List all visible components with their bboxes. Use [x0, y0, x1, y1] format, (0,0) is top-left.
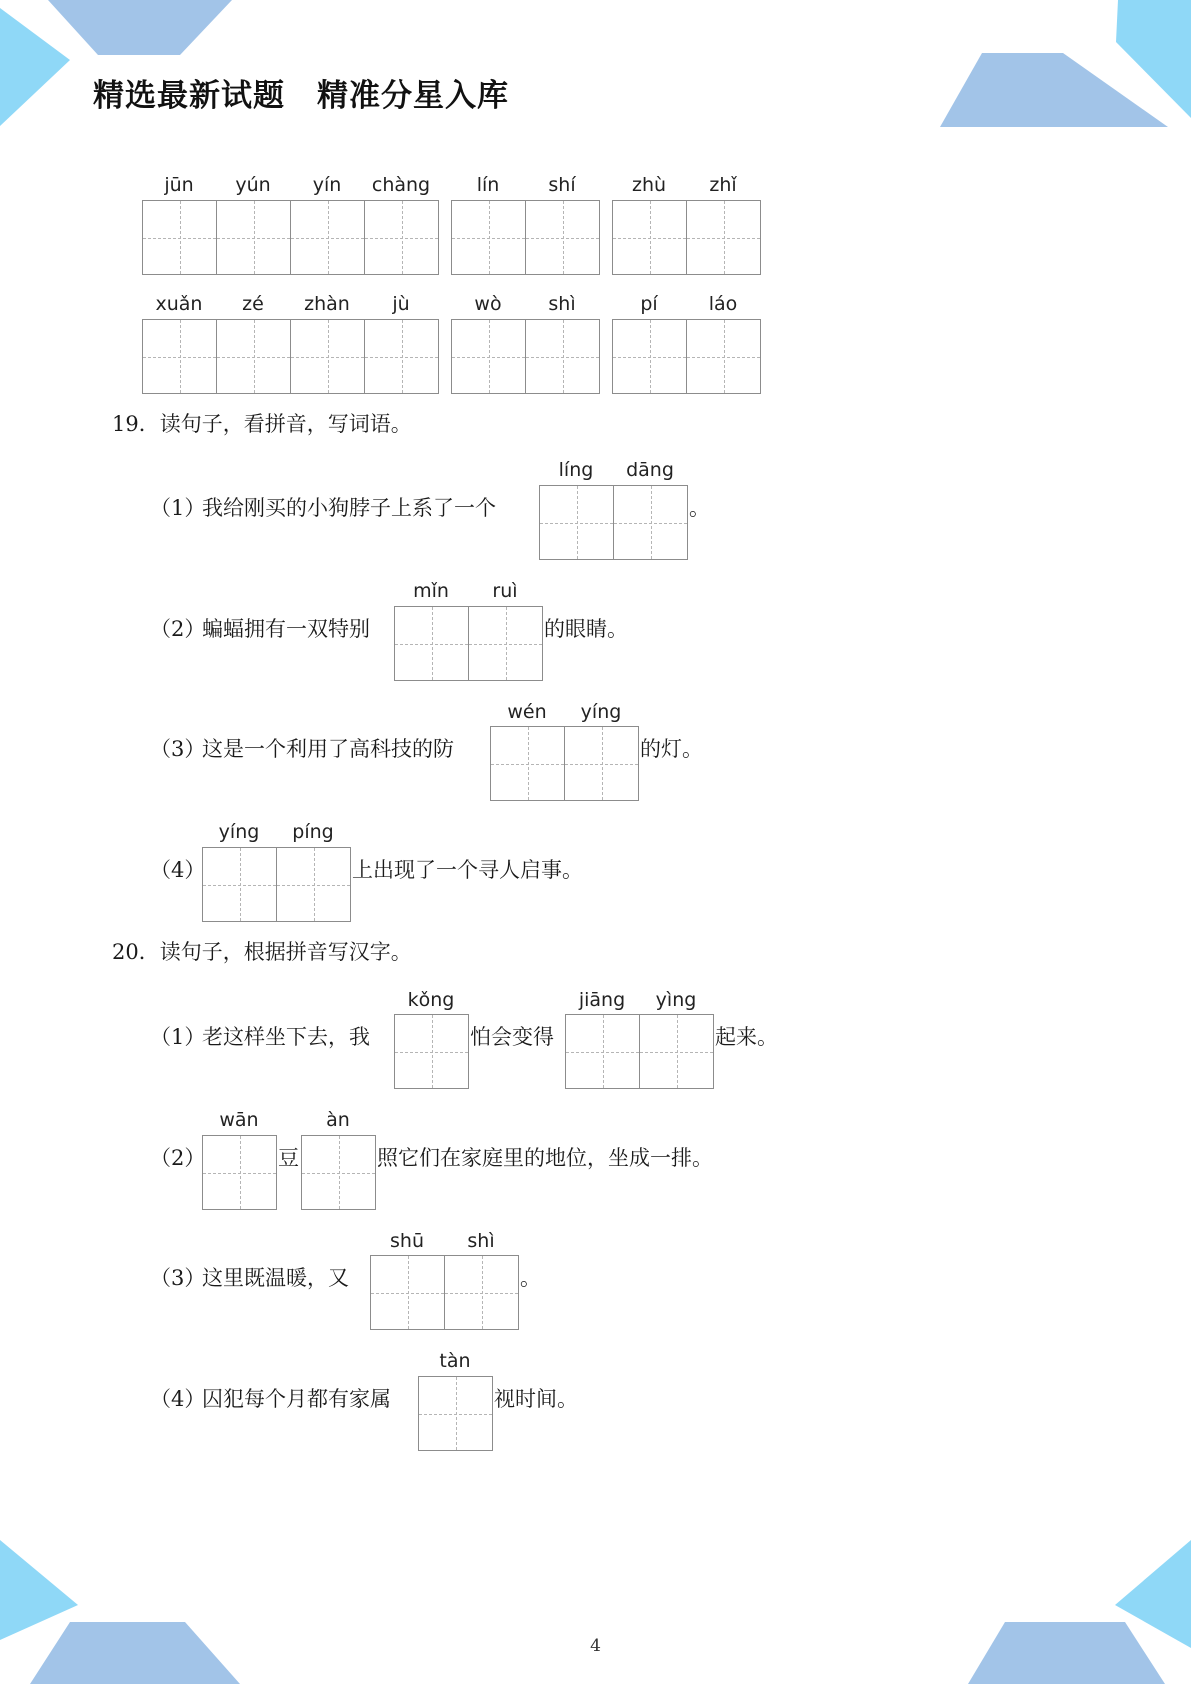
- sentence-text: 照它们在家庭里的地位，坐成一排。: [377, 1146, 713, 1170]
- grid-cell[interactable]: [451, 200, 526, 275]
- sentence-text: 。: [689, 496, 710, 520]
- grid-cell[interactable]: [614, 485, 688, 560]
- pinyin-label: líng: [558, 459, 594, 481]
- pinyin-label: wò: [474, 293, 502, 315]
- writing-grid[interactable]: [451, 319, 600, 393]
- grid-cell[interactable]: [451, 319, 526, 394]
- pinyin-label: xuǎn: [155, 293, 203, 315]
- writing-grid[interactable]: [370, 1255, 519, 1329]
- question-19-title: 19．读句子，看拼音，写词语。: [112, 412, 412, 436]
- grid-cell[interactable]: [217, 200, 291, 275]
- item-label: （2）: [150, 1146, 206, 1170]
- item-label: （1）: [150, 1025, 206, 1049]
- corner-decoration-top-right: [930, 0, 1191, 130]
- grid-cell[interactable]: [365, 200, 439, 275]
- grid-cell[interactable]: [202, 847, 277, 922]
- writing-grid[interactable]: [142, 200, 439, 274]
- pinyin-label: yíng: [580, 701, 622, 723]
- pinyin-label: zhǐ: [709, 174, 737, 196]
- sentence-text: 我给刚买的小狗脖子上系了一个: [202, 496, 496, 520]
- pinyin-label: pí: [640, 293, 658, 315]
- pinyin-label: wén: [507, 701, 547, 723]
- grid-cell[interactable]: [370, 1255, 445, 1330]
- writing-grid[interactable]: [612, 319, 761, 393]
- corner-decoration-bottom-left: [0, 1540, 250, 1684]
- pinyin-label: àn: [326, 1109, 350, 1131]
- writing-grid[interactable]: [142, 319, 439, 393]
- grid-cell[interactable]: [526, 200, 600, 275]
- pinyin-label: ruì: [492, 580, 518, 602]
- pinyin-label: tàn: [439, 1350, 471, 1372]
- grid-cell[interactable]: [301, 1135, 376, 1210]
- pinyin-label: shì: [548, 293, 576, 315]
- pinyin-label: mǐn: [413, 580, 449, 602]
- writing-grid[interactable]: [451, 200, 600, 274]
- sentence-text: 老这样坐下去，我: [202, 1025, 370, 1049]
- writing-grid[interactable]: [418, 1376, 493, 1450]
- grid-cell[interactable]: [687, 200, 761, 275]
- grid-cell[interactable]: [142, 200, 217, 275]
- sentence-text: 豆: [278, 1146, 299, 1170]
- sentence-text: 蝙蝠拥有一双特别: [202, 617, 370, 641]
- writing-grid[interactable]: [539, 485, 688, 559]
- page-number: 4: [590, 1636, 601, 1656]
- pinyin-label: píng: [292, 821, 334, 843]
- sentence-text: 的眼睛。: [544, 617, 628, 641]
- pinyin-label: yún: [235, 174, 271, 196]
- item-label: （4）: [150, 858, 206, 882]
- sentence-text: 起来。: [715, 1025, 778, 1049]
- grid-cell[interactable]: [365, 319, 439, 394]
- grid-cell[interactable]: [445, 1255, 519, 1330]
- writing-grid[interactable]: [202, 847, 351, 921]
- grid-cell[interactable]: [418, 1376, 493, 1451]
- pinyin-label: jūn: [164, 174, 194, 196]
- pinyin-label: yín: [312, 174, 342, 196]
- grid-cell[interactable]: [469, 606, 543, 681]
- grid-cell[interactable]: [490, 726, 565, 801]
- grid-cell[interactable]: [217, 319, 291, 394]
- pinyin-label: jù: [392, 293, 410, 315]
- sentence-text: 的灯。: [640, 737, 703, 761]
- grid-cell[interactable]: [526, 319, 600, 394]
- pinyin-label: yíng: [218, 821, 260, 843]
- pinyin-label: jiāng: [578, 989, 626, 1011]
- pinyin-label: shū: [390, 1230, 424, 1252]
- pinyin-label: dāng: [626, 459, 674, 481]
- grid-cell[interactable]: [612, 200, 687, 275]
- grid-cell[interactable]: [202, 1135, 277, 1210]
- item-label: （3）: [150, 1266, 206, 1290]
- writing-grid[interactable]: [490, 726, 639, 800]
- grid-cell[interactable]: [565, 726, 639, 801]
- page-header-title: 精选最新试题 精准分星入库: [93, 78, 509, 114]
- pinyin-label: láo: [708, 293, 738, 315]
- sentence-text: 上出现了一个寻人启事。: [352, 858, 583, 882]
- grid-cell[interactable]: [687, 319, 761, 394]
- item-label: （1）: [150, 496, 206, 520]
- grid-cell[interactable]: [565, 1014, 640, 1089]
- grid-cell[interactable]: [539, 485, 614, 560]
- pinyin-label: wān: [219, 1109, 259, 1131]
- grid-cell[interactable]: [640, 1014, 714, 1089]
- pinyin-label: yìng: [655, 989, 697, 1011]
- sentence-text: 这里既温暖，又: [202, 1266, 349, 1290]
- grid-cell[interactable]: [277, 847, 351, 922]
- writing-grid[interactable]: [301, 1135, 376, 1209]
- pinyin-label: shì: [467, 1230, 495, 1252]
- sentence-text: 视时间。: [494, 1387, 578, 1411]
- grid-cell[interactable]: [291, 319, 365, 394]
- grid-cell[interactable]: [291, 200, 365, 275]
- pinyin-label: chàng: [371, 174, 431, 196]
- corner-decoration-bottom-right: [950, 1540, 1191, 1684]
- question-20-title: 20．读句子，根据拼音写汉字。: [112, 940, 412, 964]
- sentence-text: 囚犯每个月都有家属: [202, 1387, 391, 1411]
- writing-grid[interactable]: [394, 1014, 469, 1088]
- sentence-text: 这是一个利用了高科技的防: [202, 737, 454, 761]
- pinyin-label: shí: [548, 174, 576, 196]
- writing-grid[interactable]: [202, 1135, 277, 1209]
- pinyin-label: zhù: [631, 174, 667, 196]
- item-label: （2）: [150, 617, 206, 641]
- grid-cell[interactable]: [612, 319, 687, 394]
- pinyin-label: kǒng: [407, 989, 455, 1011]
- pinyin-label: lín: [476, 174, 500, 196]
- item-label: （3）: [150, 737, 206, 761]
- grid-cell[interactable]: [394, 1014, 469, 1089]
- sentence-text: 怕会变得: [470, 1025, 554, 1049]
- grid-cell[interactable]: [394, 606, 469, 681]
- pinyin-label: zé: [242, 293, 264, 315]
- writing-grid[interactable]: [565, 1014, 714, 1088]
- writing-grid[interactable]: [394, 606, 543, 680]
- writing-grid[interactable]: [612, 200, 761, 274]
- pinyin-label: zhàn: [304, 293, 350, 315]
- sentence-text: 。: [520, 1266, 541, 1290]
- item-label: （4）: [150, 1387, 206, 1411]
- grid-cell[interactable]: [142, 319, 217, 394]
